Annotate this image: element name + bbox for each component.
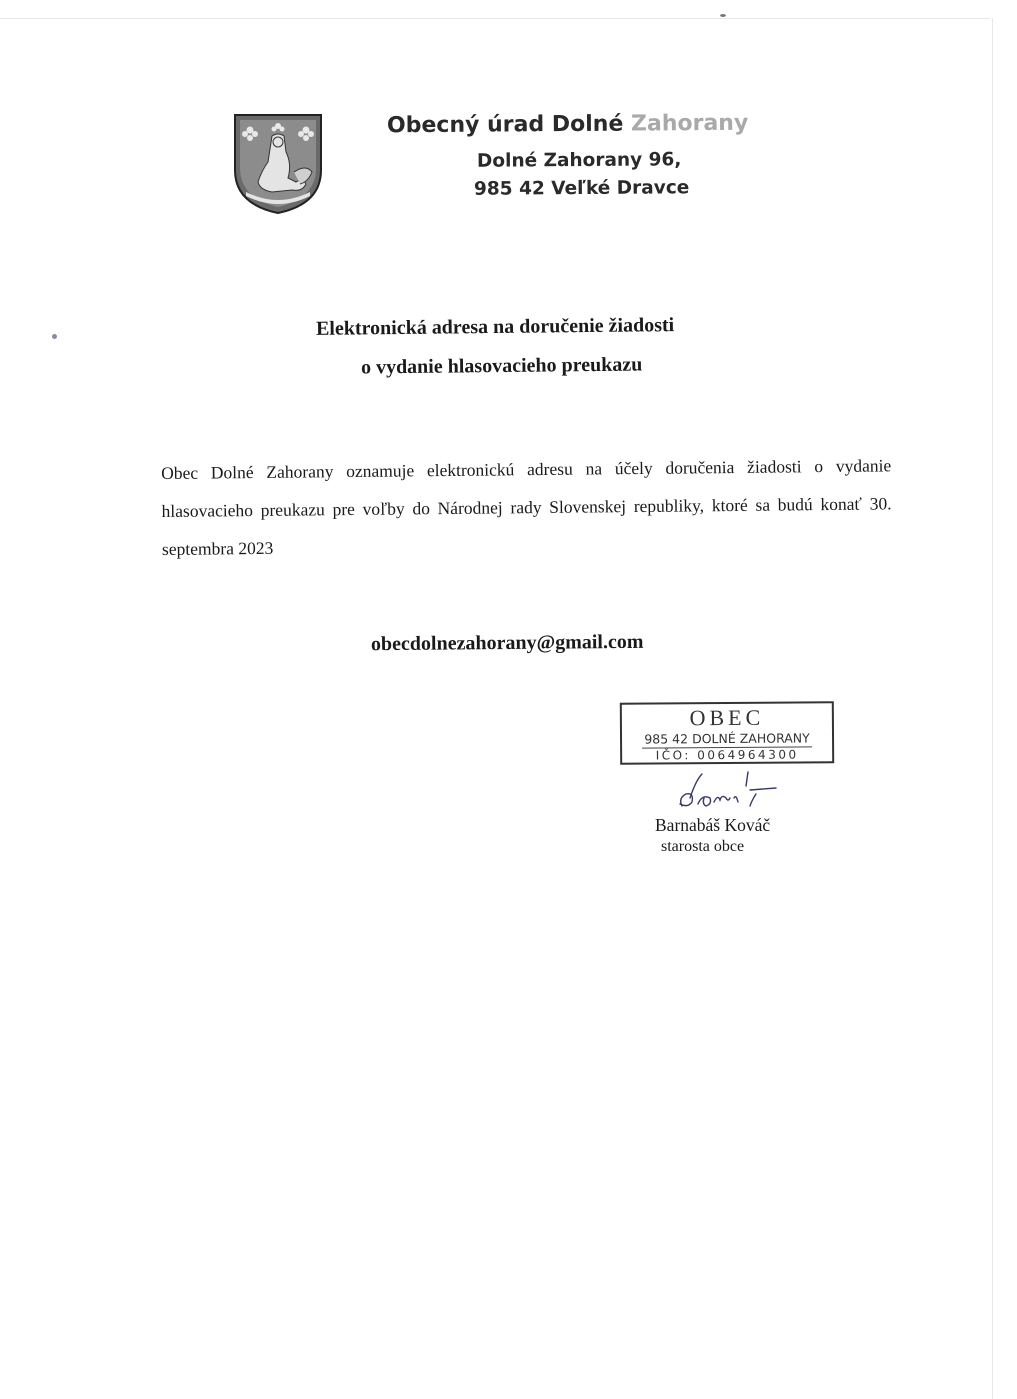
scan-speck [720,14,726,17]
office-name [387,111,748,139]
official-stamp [620,701,834,764]
stamp-address: 985 42 DOLNÉ ZAHORANY [644,730,810,747]
page-edge-right [992,18,993,1399]
signature-icon [672,768,782,814]
signer-role: starosta obce [661,838,745,855]
announcement-paragraph: Obec Dolné Zahorany oznamuje elektronickú adresu na účely doručenia žiadosti o vydanie hlasovacieho preukazu pre voľby do Národnej rady Slovenskej republiky, ktoré sa budú konať 30. septembra 2023 [161,455,892,559]
office-name-main: Obecný úrad Dolné [386,111,632,139]
address-line-2: 985 42 Veľké Dravce [473,177,690,200]
address-line-1: Dolné Zahorany 96, [476,149,682,172]
page-edge-top [0,18,990,19]
office-name-faded: Zahorany [630,110,749,137]
document-title-line-2: o vydanie hlasovacieho preukazu [360,353,643,379]
signer-name: Barnabáš Kováč [655,815,771,835]
email-address: obecdolnezahorany@gmail.com [370,630,644,656]
scan-speck [52,334,57,339]
coat-of-arms-icon [232,112,324,216]
stamp-title: OBEC [689,704,765,731]
stamp-ico: IČO: 0064964300 [655,747,799,763]
document-title-line-1: Elektronická adresa na doručenie žiadosti [315,314,675,340]
